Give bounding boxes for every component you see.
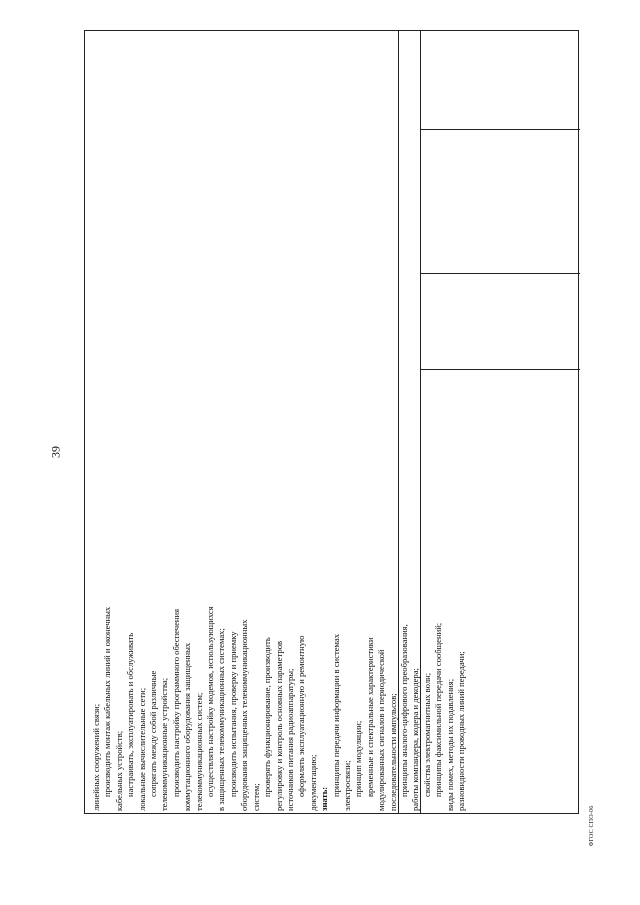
content-line: последовательности импульсов;	[387, 693, 398, 811]
empty-column-1	[399, 31, 421, 813]
content-line: принципы факсимильной передачи сообщений;	[433, 622, 444, 797]
content-line: виды помех, методы их подавления;	[444, 678, 455, 811]
row-divider-1	[421, 129, 580, 130]
row-divider-3	[421, 369, 580, 370]
content-line: настраивать, эксплуатировать и обслуживать	[125, 632, 136, 797]
content-line: оформлять эксплуатационную и ремонтную	[296, 635, 307, 797]
content-line: документацию;	[307, 754, 318, 811]
content-line: производить монтаж кабельных линий и оконечных	[102, 606, 113, 797]
content-line: сопрягать между собой различные	[148, 670, 159, 797]
row-divider-2	[421, 273, 580, 274]
content-line: локальные вычислительные сети;	[136, 687, 147, 811]
content-line: систем;	[250, 783, 261, 811]
content-column	[85, 31, 466, 813]
page-number: 39	[48, 446, 63, 458]
footer-code: ФГОС СПО-06	[589, 805, 595, 847]
content-line: принцип модуляции;	[353, 720, 364, 797]
content-line: источников питания радиоаппаратуры;	[284, 668, 295, 811]
content-line: проверять функционирование, производить	[262, 637, 273, 797]
content-line: телекоммуникационных систем;	[193, 692, 204, 811]
content-line: производить испытания, проверку и приемку	[227, 631, 238, 797]
content-line: принципы передачи информации в системах	[330, 634, 341, 797]
competency-table	[84, 30, 579, 814]
content-line: временные и спектральные характеристики	[364, 637, 375, 797]
content-line: телекоммуникационные устройства;	[159, 677, 170, 811]
content-line: в защищенных телекоммуникационных системах;	[216, 628, 227, 811]
content-line: оборудования защищенных телекоммуникационных	[239, 619, 250, 811]
content-line: принципы аналого-цифрового преобразования,	[398, 624, 409, 797]
content-text-block	[91, 471, 466, 811]
content-line: работы компандера, кодера и декодера;	[410, 668, 421, 811]
content-line: кабельных устройств;	[113, 730, 124, 811]
content-line: знать:	[319, 786, 330, 811]
content-line: линейных сооружений связи;	[91, 703, 101, 811]
content-line: электросвязи;	[341, 760, 352, 811]
content-line: разновидности проводных линий передачи;	[456, 651, 466, 811]
empty-column-2	[421, 31, 580, 813]
content-line: модулированных сигналов и периодической	[376, 649, 387, 811]
content-line: свойства электромагнитных волн;	[421, 672, 432, 797]
content-line: регулировку и контроль основных параметров	[273, 640, 284, 811]
content-line: коммутационного оборудования защищенных	[182, 642, 193, 811]
content-line: производить настройку программного обеспечения	[170, 608, 181, 797]
content-line: осуществлять настройку модемов, использующихся	[205, 606, 216, 797]
